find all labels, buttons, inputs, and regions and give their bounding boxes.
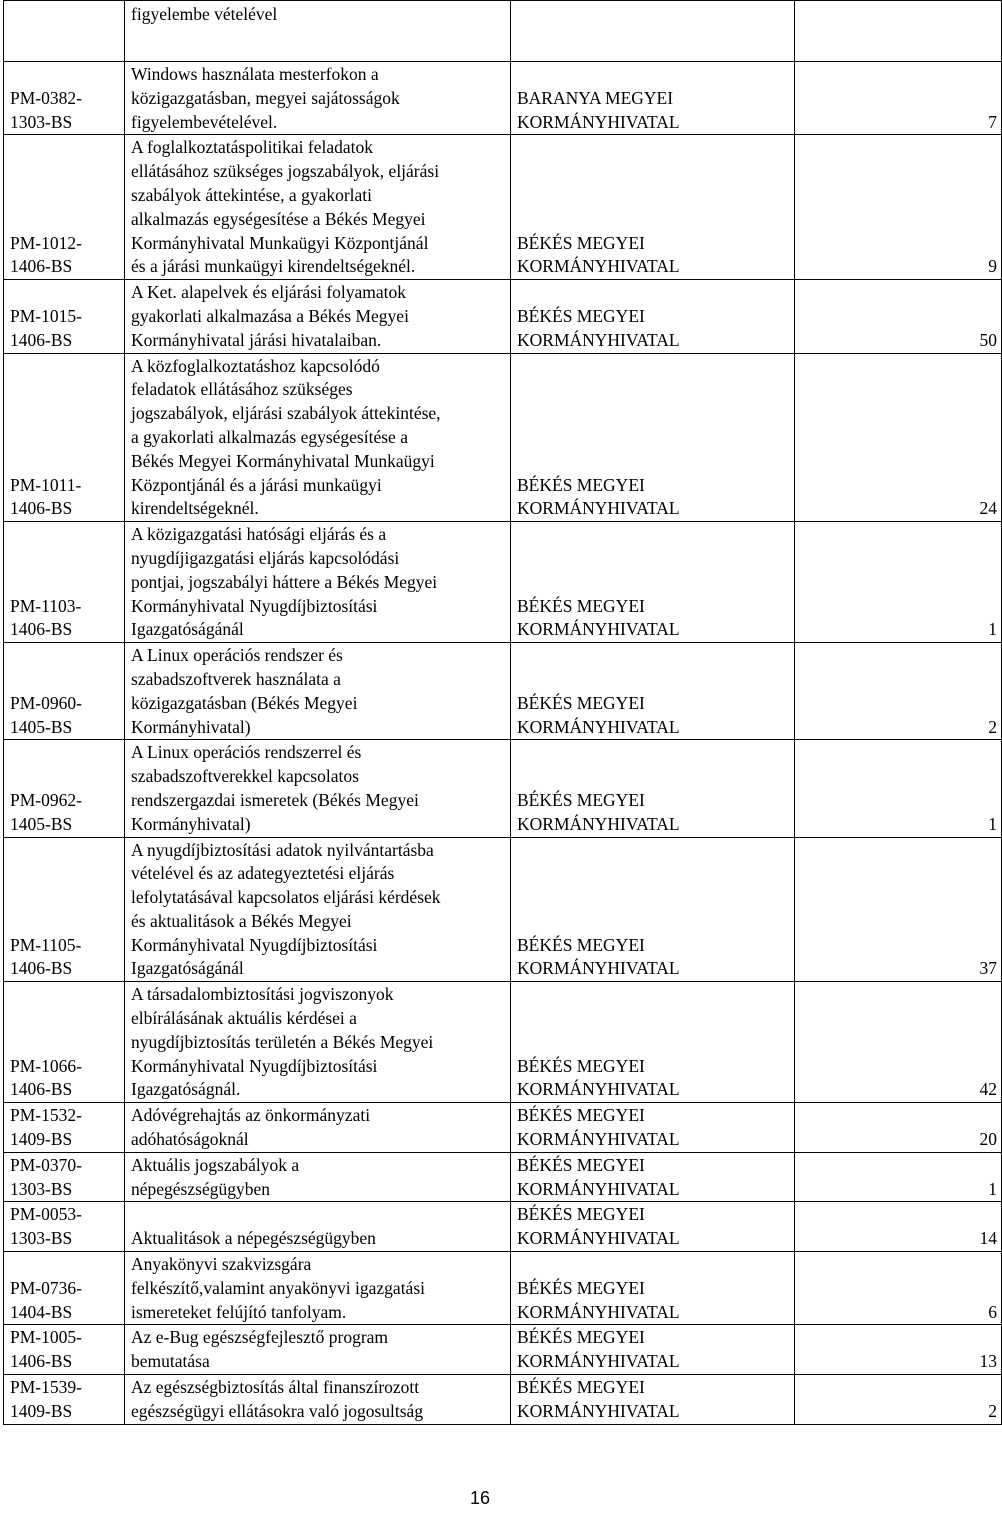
course-code-cell-line: 1409-BS [10,1129,73,1150]
course-title-cell-line: Igazgatóságnál. [131,1079,241,1100]
table-row [4,1202,1002,1252]
organizer-cell-line: KORMÁNYHIVATAL [517,1400,680,1421]
organizer-cell-line: BÉKÉS MEGYEI [517,1277,645,1298]
course-title-cell-line: A közfoglalkoztatáshoz kapcsolódó [131,355,380,376]
organizer-cell [511,62,795,135]
organizer-cell-line: BÉKÉS MEGYEI [517,934,645,955]
course-title-cell-line: egészségügyi ellátásokra való jogosultság [131,1400,424,1421]
organizer-cell-line: BÉKÉS MEGYEI [517,692,645,713]
course-code-cell-line: PM-1015- [10,305,82,326]
organizer-cell [511,1103,795,1153]
organizer-cell-line: KORMÁNYHIVATAL [517,813,680,834]
empty-org-cell [511,1,795,62]
table-row [4,522,1002,643]
course-title-cell-line: A nyugdíjbiztosítási adatok nyilvántartásba [131,839,434,860]
course-title-cell [125,62,511,135]
course-code-cell-line: 1406-BS [10,329,73,350]
course-title-cell-line: Központjánál és a járási munkaügyi [131,474,382,495]
course-code-cell-line: PM-1011- [10,474,82,495]
participant-count: 2 [988,716,997,737]
course-code-cell [4,135,125,280]
participant-count: 20 [979,1129,997,1150]
participant-count-cell [795,1103,1002,1153]
table-row [4,1152,1002,1202]
course-title-cell-line: Békés Megyei Kormányhivatal Munkaügyi [131,450,435,471]
participant-count: 2 [988,1400,997,1421]
participant-count-cell [795,1152,1002,1202]
course-title-cell-line: és aktualitások a Békés Megyei [131,910,352,931]
organizer-cell-line: BÉKÉS MEGYEI [517,1377,645,1398]
participant-count-cell [795,522,1002,643]
organizer-cell-line: BÉKÉS MEGYEI [517,1327,645,1348]
course-title-cell-line: A Ket. alapelvek és eljárási folyamatok [131,282,407,303]
organizer-cell-line: BARANYA MEGYEI [517,87,674,108]
course-code-cell-line: 1405-BS [10,716,73,737]
empty-code-cell [4,1,125,62]
course-title-cell-line: Aktuális jogszabályok a [131,1154,300,1175]
table-row [4,135,1002,280]
course-code-cell [4,522,125,643]
participant-count: 24 [979,498,997,519]
course-title-cell-line: figyelembevételével. [131,111,278,132]
course-code-cell [4,1325,125,1375]
organizer-cell [511,1375,795,1425]
organizer-cell-line: BÉKÉS MEGYEI [517,789,645,810]
course-title-cell [125,353,511,522]
organizer-cell-line: KORMÁNYHIVATAL [517,958,680,979]
course-code-cell [4,1202,125,1252]
organizer-cell [511,1152,795,1202]
organizer-cell-line: KORMÁNYHIVATAL [517,619,680,640]
organizer-cell-line: KORMÁNYHIVATAL [517,498,680,519]
organizer-cell-line: KORMÁNYHIVATAL [517,1129,680,1150]
course-code-cell [4,982,125,1103]
course-title-cell-line: A Linux operációs rendszerrel és [131,742,362,763]
course-code-cell [4,643,125,740]
continued-row [4,1,1002,62]
course-title-cell [125,280,511,353]
course-title-cell-line: feladatok ellátásához szükséges [131,379,353,400]
course-title-cell-line: szabályok áttekintése, a gyakorlati [131,184,373,205]
course-code-cell-line: PM-0382- [10,87,82,108]
organizer-cell [511,353,795,522]
continued-title-cell [125,1,511,62]
course-title-cell-line: A foglalkoztatáspolitikai feladatok [131,137,374,158]
participant-count: 37 [979,958,997,979]
table-row [4,740,1002,837]
course-title-cell-line: Kormányhivatal) [131,813,251,834]
participant-count-cell [795,1325,1002,1375]
table-row [4,1252,1002,1325]
participant-count-cell [795,1202,1002,1252]
participant-count-cell [795,643,1002,740]
course-code-cell-line: PM-0960- [10,692,82,713]
course-title-cell-line: A társadalombiztosítási jogviszonyok [131,984,394,1005]
course-code-cell [4,280,125,353]
page-number: 16 [469,1488,491,1508]
course-code-cell-line: 1409-BS [10,1400,73,1421]
participant-count: 42 [979,1079,997,1100]
course-code-cell [4,1103,125,1153]
participant-count: 6 [988,1301,997,1322]
course-title-cell-line: Igazgatóságánál [131,619,244,640]
course-title-cell-line: pontjai, jogszabályi háttere a Békés Megyei [131,571,438,592]
organizer-cell-line: BÉKÉS MEGYEI [517,1105,645,1126]
course-title-cell-line: Aktualitások a népegészségügyben [131,1228,376,1249]
continued-title-text: figyelembe vételével [131,4,278,24]
course-code-cell [4,1152,125,1202]
course-title-cell [125,1252,511,1325]
course-title-cell [125,740,511,837]
organizer-cell-line: BÉKÉS MEGYEI [517,1154,645,1175]
participant-count: 13 [979,1351,997,1372]
course-title-cell [125,982,511,1103]
organizer-cell [511,135,795,280]
course-title-cell-line: kirendeltségeknél. [131,498,259,519]
course-title-cell-line: népegészségügyben [131,1178,270,1199]
course-title-cell-line: Kormányhivatal) [131,716,251,737]
table-row [4,62,1002,135]
course-code-cell-line: PM-1012- [10,232,82,253]
participant-count-cell [795,353,1002,522]
course-title-cell-line: Kormányhivatal Nyugdíjbiztosítási [131,934,378,955]
organizer-cell-line: KORMÁNYHIVATAL [517,1228,680,1249]
course-title-cell-line: nyugdíjbiztosítás területén a Békés Megyei [131,1031,434,1052]
participant-count-cell [795,135,1002,280]
organizer-cell-line: BÉKÉS MEGYEI [517,595,645,616]
course-title-cell [125,1375,511,1425]
organizer-cell-line: KORMÁNYHIVATAL [517,1301,680,1322]
course-title-cell-line: Kormányhivatal Nyugdíjbiztosítási [131,595,378,616]
course-title-cell-line: Igazgatóságánál [131,958,244,979]
organizer-cell-line: BÉKÉS MEGYEI [517,474,645,495]
course-title-cell-line: közigazgatásban, megyei sajátosságok [131,87,400,108]
organizer-cell [511,643,795,740]
course-title-cell-line: adóhatóságoknál [131,1129,249,1150]
course-title-cell-line: Windows használata mesterfokon a [131,64,379,84]
course-code-cell-line: 1406-BS [10,958,73,979]
course-title-cell [125,643,511,740]
course-code-cell [4,1252,125,1325]
organizer-cell-line: KORMÁNYHIVATAL [517,329,680,350]
course-code-cell [4,62,125,135]
organizer-cell-line: KORMÁNYHIVATAL [517,256,680,277]
course-table-body [4,1,1002,1425]
course-title-cell [125,837,511,982]
course-code-cell-line: PM-0053- [10,1204,82,1225]
course-title-cell-line: és a járási munkaügyi kirendeltségeknél. [131,256,416,277]
organizer-cell [511,1202,795,1252]
course-code-cell-line: 1406-BS [10,1079,73,1100]
course-title-cell-line: vételével és az adategyeztetési eljárás [131,863,395,884]
course-title-cell [125,1103,511,1153]
course-title-cell-line: A Linux operációs rendszer és [131,645,343,666]
course-code-cell-line: PM-0736- [10,1277,82,1298]
organizer-cell-line: KORMÁNYHIVATAL [517,1079,680,1100]
course-title-cell-line: Kormányhivatal Munkaügyi Központjánál [131,232,429,253]
course-code-cell [4,837,125,982]
course-title-cell-line: nyugdíjigazgatási eljárás kapcsolódási [131,547,400,568]
course-title-cell-line: alkalmazás egységesítése a Békés Megyei [131,208,426,229]
course-title-cell [125,1152,511,1202]
organizer-cell-line: KORMÁNYHIVATAL [517,1351,680,1372]
organizer-cell [511,522,795,643]
course-title-cell-line: felkészítő,valamint anyakönyvi igazgatási [131,1277,425,1298]
course-title-cell-line: szabadszoftverekkel kapcsolatos [131,766,359,787]
course-title-cell-line: Kormányhivatal Nyugdíjbiztosítási [131,1055,378,1076]
participant-count-cell [795,740,1002,837]
course-title-cell [125,522,511,643]
table-row [4,353,1002,522]
table-row [4,280,1002,353]
course-title-cell-line: Kormányhivatal járási hivatalaiban. [131,329,382,350]
participant-count: 1 [988,619,997,640]
course-title-cell-line: Az e-Bug egészségfejlesztő program [131,1327,389,1348]
course-title-cell-line: lefolytatásával kapcsolatos eljárási kérdések [131,887,441,908]
organizer-cell [511,740,795,837]
organizer-cell-line: BÉKÉS MEGYEI [517,305,645,326]
course-code-cell [4,740,125,837]
table-row [4,1375,1002,1425]
participant-count: 50 [979,329,997,350]
organizer-cell-line: BÉKÉS MEGYEI [517,232,645,253]
course-code-cell-line: PM-1532- [10,1105,82,1126]
course-code-cell-line: PM-0962- [10,789,82,810]
course-code-cell [4,353,125,522]
course-title-cell-line: szabadszoftverek használata a [131,668,341,689]
course-code-cell-line: PM-1005- [10,1327,82,1348]
course-title-cell-line: rendszergazdai ismeretek (Békés Megyei [131,789,419,810]
course-title-cell-line: Adóvégrehajtás az önkormányzati [131,1105,371,1126]
course-code-cell-line: 1406-BS [10,256,73,277]
participant-count-cell [795,280,1002,353]
course-code-cell-line: PM-0370- [10,1154,82,1175]
course-code-cell-line: PM-1539- [10,1377,82,1398]
course-code-cell-line: 1405-BS [10,813,73,834]
organizer-cell [511,982,795,1103]
empty-count-cell [795,1,1002,62]
participant-count: 7 [988,111,997,132]
course-title-cell-line: közigazgatásban (Békés Megyei [131,692,358,713]
course-title-cell-line: ismereteket felújító tanfolyam. [131,1301,347,1322]
table-row [4,1325,1002,1375]
course-title-cell-line: bemutatása [131,1351,210,1372]
course-code-cell-line: PM-1066- [10,1055,82,1076]
course-title-cell-line: a gyakorlati alkalmazás egységesítése a [131,426,408,447]
participant-count-cell [795,982,1002,1103]
participant-count: 9 [988,256,997,277]
course-code-cell-line: 1406-BS [10,1351,73,1372]
participant-count: 1 [988,1178,997,1199]
participant-count-cell [795,62,1002,135]
participant-count-cell [795,1252,1002,1325]
course-code-cell-line: 1303-BS [10,1178,73,1199]
course-code-cell-line: 1303-BS [10,111,73,132]
participant-count: 1 [988,813,997,834]
participant-count-cell [795,1375,1002,1425]
course-title-cell-line: ellátásához szükséges jogszabályok, eljárási [131,161,440,182]
course-title-cell-line: Anyakönyvi szakvizsgára [131,1254,312,1275]
table-row [4,837,1002,982]
course-title-cell-line: jogszabályok, eljárási szabályok áttekintése, [131,403,441,424]
course-title-cell [125,1202,511,1252]
organizer-cell-line: BÉKÉS MEGYEI [517,1055,645,1076]
course-code-cell-line: 1406-BS [10,498,73,519]
course-title-cell [125,1325,511,1375]
course-title-cell [125,135,511,280]
course-title-cell-line: A közigazgatási hatósági eljárás és a [131,524,387,545]
table-row [4,643,1002,740]
organizer-cell [511,837,795,982]
participant-count: 14 [979,1228,997,1249]
course-code-cell-line: 1406-BS [10,619,73,640]
participant-count-cell [795,837,1002,982]
organizer-cell-line: KORMÁNYHIVATAL [517,716,680,737]
organizer-cell-line: KORMÁNYHIVATAL [517,1178,680,1199]
course-title-cell-line: Az egészségbiztosítás által finanszírozott [131,1377,420,1398]
course-table [3,0,1002,1425]
organizer-cell-line: BÉKÉS MEGYEI [517,1204,645,1225]
course-code-cell-line: 1404-BS [10,1301,73,1322]
table-row [4,982,1002,1103]
organizer-cell [511,1325,795,1375]
course-code-cell-line: PM-1103- [10,595,82,616]
organizer-cell-line: KORMÁNYHIVATAL [517,111,680,132]
course-code-cell-line: PM-1105- [10,934,82,955]
table-row [4,1103,1002,1153]
course-code-cell [4,1375,125,1425]
organizer-cell [511,1252,795,1325]
course-code-cell-line: 1303-BS [10,1228,73,1249]
course-title-cell-line: gyakorlati alkalmazása a Békés Megyei [131,305,409,326]
course-title-cell-line: elbírálásának aktuális kérdései a [131,1008,357,1029]
organizer-cell [511,280,795,353]
